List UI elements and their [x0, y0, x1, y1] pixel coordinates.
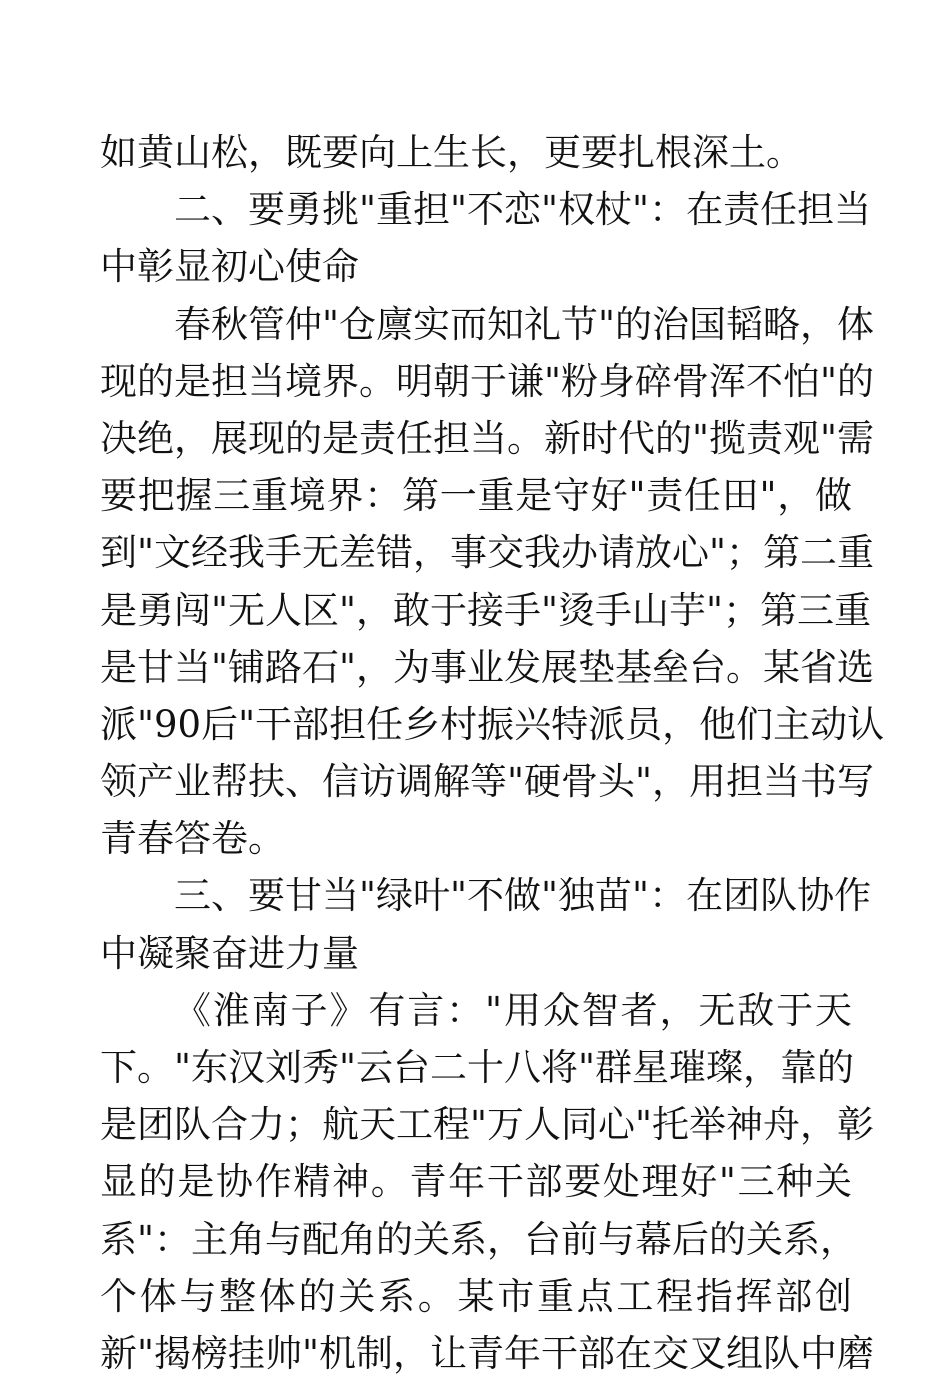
text-line: 领产业帮扶、信访调解等"硬骨头"，用担当书写	[100, 760, 875, 804]
text-line: 是勇闯"无人区"，敢于接手"烫手山芋"；第三重	[100, 588, 872, 632]
text-line: 派"90后"干部担任乡村振兴特派员，他们主动认	[100, 702, 885, 746]
body-text	[100, 124, 885, 1382]
text-line: 现的是担当境界。明朝于谦"粉身碎骨浑不怕"的	[100, 359, 875, 403]
text-line: 是团队合力；航天工程"万人同心"托举神舟，彰	[100, 1103, 875, 1147]
text-line: 个体与整体的关系。某市重点工程指挥部创	[100, 1274, 852, 1318]
section-heading-line: 三、要甘当"绿叶"不做"独苗"：在团队协作	[174, 874, 872, 918]
text-line: 到"文经我手无差错，事交我办请放心"；第二重	[100, 531, 875, 575]
text-line: 春秋管仲"仓廪实而知礼节"的治国韬略，体	[174, 302, 875, 346]
section-heading-line: 中彰显初心使命	[100, 245, 359, 289]
text-line: 青春答卷。	[100, 817, 285, 861]
text-line: 新"揭榜挂帅"机制，让青年干部在交叉组队中磨	[100, 1331, 875, 1375]
text-line: 是甘当"铺路石"，为事业发展垫基垒台。某省选	[100, 645, 875, 689]
section-heading-line: 中凝聚奋进力量	[100, 931, 359, 975]
text-line: 下。"东汉刘秀"云台二十八将"群星璀璨，靠的	[100, 1046, 855, 1089]
text-line: 《淮南子》有言："用众智者，无敌于天	[174, 988, 852, 1032]
text-line: 显的是协作精神。青年干部要处理好"三种关	[100, 1160, 852, 1204]
text-line: 系"：主角与配角的关系，台前与幕后的关系，	[100, 1217, 858, 1261]
text-line: 要把握三重境界：第一重是守好"责任田"，做	[100, 474, 852, 518]
text-line: 如黄山松，既要向上生长，更要扎根深土。	[100, 131, 803, 174]
text-line: 决绝，展现的是责任担当。新时代的"揽责观"需	[100, 416, 875, 460]
section-heading-line: 二、要勇挑"重担"不恋"权杖"：在责任担当	[174, 188, 872, 232]
